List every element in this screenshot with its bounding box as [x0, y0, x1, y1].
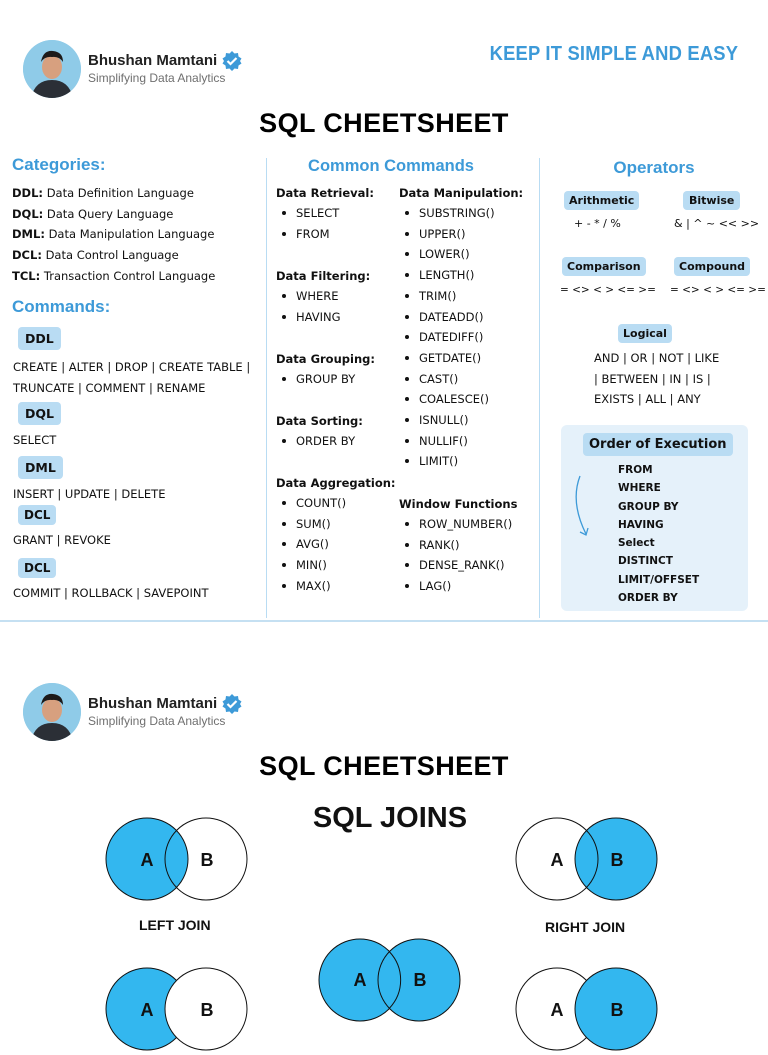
arithmetic-ops: + - * / % [574, 217, 621, 230]
arithmetic-tag: Arithmetic [564, 191, 639, 210]
verified-icon [221, 50, 243, 72]
comparison-tag: Comparison [562, 257, 646, 276]
list-item: DENSE_RANK() [399, 555, 517, 576]
common-commands-heading: Common Commands [308, 157, 474, 175]
section-divider [0, 620, 768, 622]
retrieval-title: Data Retrieval: [276, 186, 374, 200]
list-item: ROW_NUMBER() [399, 514, 517, 535]
verified-icon [221, 693, 243, 715]
list-item: CAST() [399, 369, 523, 390]
list-item: TRIM() [399, 286, 523, 307]
sorting-group [276, 414, 363, 452]
avatar [23, 683, 81, 741]
execution-step: FROM [618, 464, 653, 476]
list-item: COALESCE() [399, 389, 523, 410]
category-item: DCL: Data Control Language [12, 248, 179, 263]
dcl-commands: GRANT | REVOKE [13, 533, 111, 547]
execution-step: GROUP BY [618, 500, 679, 513]
list-item: MIN() [276, 555, 396, 576]
bitwise-ops: & | ^ ~ << >> [674, 217, 760, 230]
compound-tag: Compound [674, 257, 750, 276]
dql-commands: SELECT [13, 433, 57, 447]
commands-heading: Commands: [12, 297, 111, 316]
label-a: A [140, 1000, 154, 1020]
list-item: HAVING [276, 307, 370, 328]
execution-step: Select [618, 537, 655, 550]
label-b: B [413, 970, 427, 990]
inner-join-diagram [316, 934, 466, 1026]
category-item: TCL: Transaction Control Language [12, 268, 216, 283]
list-item: COUNT() [276, 493, 396, 514]
dml-tag: DML [18, 456, 63, 479]
category-item: DDL: Data Definition Language [12, 186, 194, 200]
tcl-commands: COMMIT | ROLLBACK | SAVEPOINT [13, 586, 209, 600]
operators-heading: Operators [613, 158, 695, 177]
execution-heading: Order of Execution [583, 433, 733, 456]
list-item: UPPER() [399, 224, 523, 245]
logical-ops: AND | OR | NOT | LIKE | BETWEEN | IN | IS | EXISTS | ALL | ANY [594, 351, 720, 406]
execution-step: HAVING [618, 518, 664, 531]
curved-arrow-icon [568, 472, 598, 542]
logical-tag: Logical [618, 324, 672, 343]
avatar [23, 40, 81, 98]
dql-tag: DQL [18, 402, 61, 425]
dml-commands: INSERT | UPDATE | DELETE [13, 487, 166, 501]
category-item: DML: Data Manipulation Language [12, 227, 215, 242]
list-item: SELECT [276, 203, 374, 224]
list-item: ISNULL() [399, 410, 523, 431]
column-divider [266, 158, 267, 618]
label-b: B [200, 1000, 214, 1020]
label-b: B [200, 850, 214, 870]
list-item: MAX() [276, 576, 396, 597]
list-item: LOWER() [399, 244, 523, 265]
left-join-diagram [104, 813, 254, 905]
manipulation-group [399, 186, 523, 472]
window-functions-group [399, 497, 517, 597]
execution-step: DISTINCT [618, 555, 673, 568]
execution-steps [618, 461, 699, 607]
retrieval-group [276, 186, 374, 244]
page-title: SQL CHEETSHEET [259, 108, 509, 138]
author-name: Bhushan Mamtani [88, 50, 243, 72]
categories-list [12, 183, 215, 287]
list-item: ORDER BY [276, 431, 363, 452]
list-item: DATEADD() [399, 307, 523, 328]
execution-step: LIMIT/OFFSET [618, 573, 700, 586]
list-item: DATEDIFF() [399, 327, 523, 348]
grouping-title: Data Grouping: [276, 352, 375, 366]
execution-step: ORDER BY [618, 592, 678, 605]
list-item: AVG() [276, 534, 396, 555]
list-item: NULLIF() [399, 431, 523, 452]
dcl-tag: DCL [18, 505, 56, 525]
category-item: DQL: Data Query Language [12, 206, 174, 221]
list-item: RANK() [399, 535, 517, 556]
categories-heading: Categories: [12, 155, 106, 174]
joins-heading: SQL JOINS [312, 802, 468, 834]
filtering-title: Data Filtering: [276, 269, 371, 283]
label-b: B [610, 1000, 624, 1020]
manipulation-title: Data Manipulation: [399, 186, 524, 200]
ddl-commands: CREATE | ALTER | DROP | CREATE TABLE | TRUNCATE | COMMENT | RENAME [13, 360, 251, 395]
author-name: Bhushan Mamtani [88, 693, 243, 715]
label-a: A [550, 850, 564, 870]
ddl-tag: DDL [18, 327, 61, 350]
filtering-group [276, 269, 370, 327]
list-item: FROM [276, 224, 374, 245]
list-item: GETDATE() [399, 348, 523, 369]
list-item: LAG() [399, 576, 517, 597]
left-join-label: LEFT JOIN [139, 917, 211, 933]
comparison-ops: = <> < > <= >= [560, 284, 656, 296]
execution-step: WHERE [618, 482, 661, 495]
aggregation-group [276, 476, 396, 597]
tcl-tag: DCL [18, 558, 56, 578]
page-title: SQL CHEETSHEET [259, 751, 509, 781]
right-join-diagram [513, 813, 663, 905]
label-a: A [353, 970, 367, 990]
full-right-join-diagram [513, 963, 663, 1055]
compound-ops: = <> < > <= >= [670, 284, 766, 296]
window-title: Window Functions [399, 497, 518, 511]
grouping-group [276, 352, 375, 390]
author-tagline: Simplifying Data Analytics [88, 714, 226, 728]
bitwise-tag: Bitwise [683, 191, 740, 210]
label-b: B [610, 850, 624, 870]
full-left-join-diagram [104, 963, 254, 1055]
right-join-label: RIGHT JOIN [545, 919, 626, 935]
sorting-title: Data Sorting: [276, 414, 363, 428]
list-item: LENGTH() [399, 265, 523, 286]
list-item: SUM() [276, 514, 396, 535]
slogan: KEEP IT SIMPLE AND EASY [489, 43, 738, 65]
author-tagline: Simplifying Data Analytics [88, 71, 226, 85]
list-item: SUBSTRING() [399, 203, 523, 224]
aggregation-title: Data Aggregation: [276, 476, 396, 490]
label-a: A [140, 850, 154, 870]
list-item: GROUP BY [276, 369, 375, 390]
label-a: A [550, 1000, 564, 1020]
column-divider [539, 158, 540, 618]
list-item: WHERE [276, 286, 370, 307]
list-item: LIMIT() [399, 451, 523, 472]
